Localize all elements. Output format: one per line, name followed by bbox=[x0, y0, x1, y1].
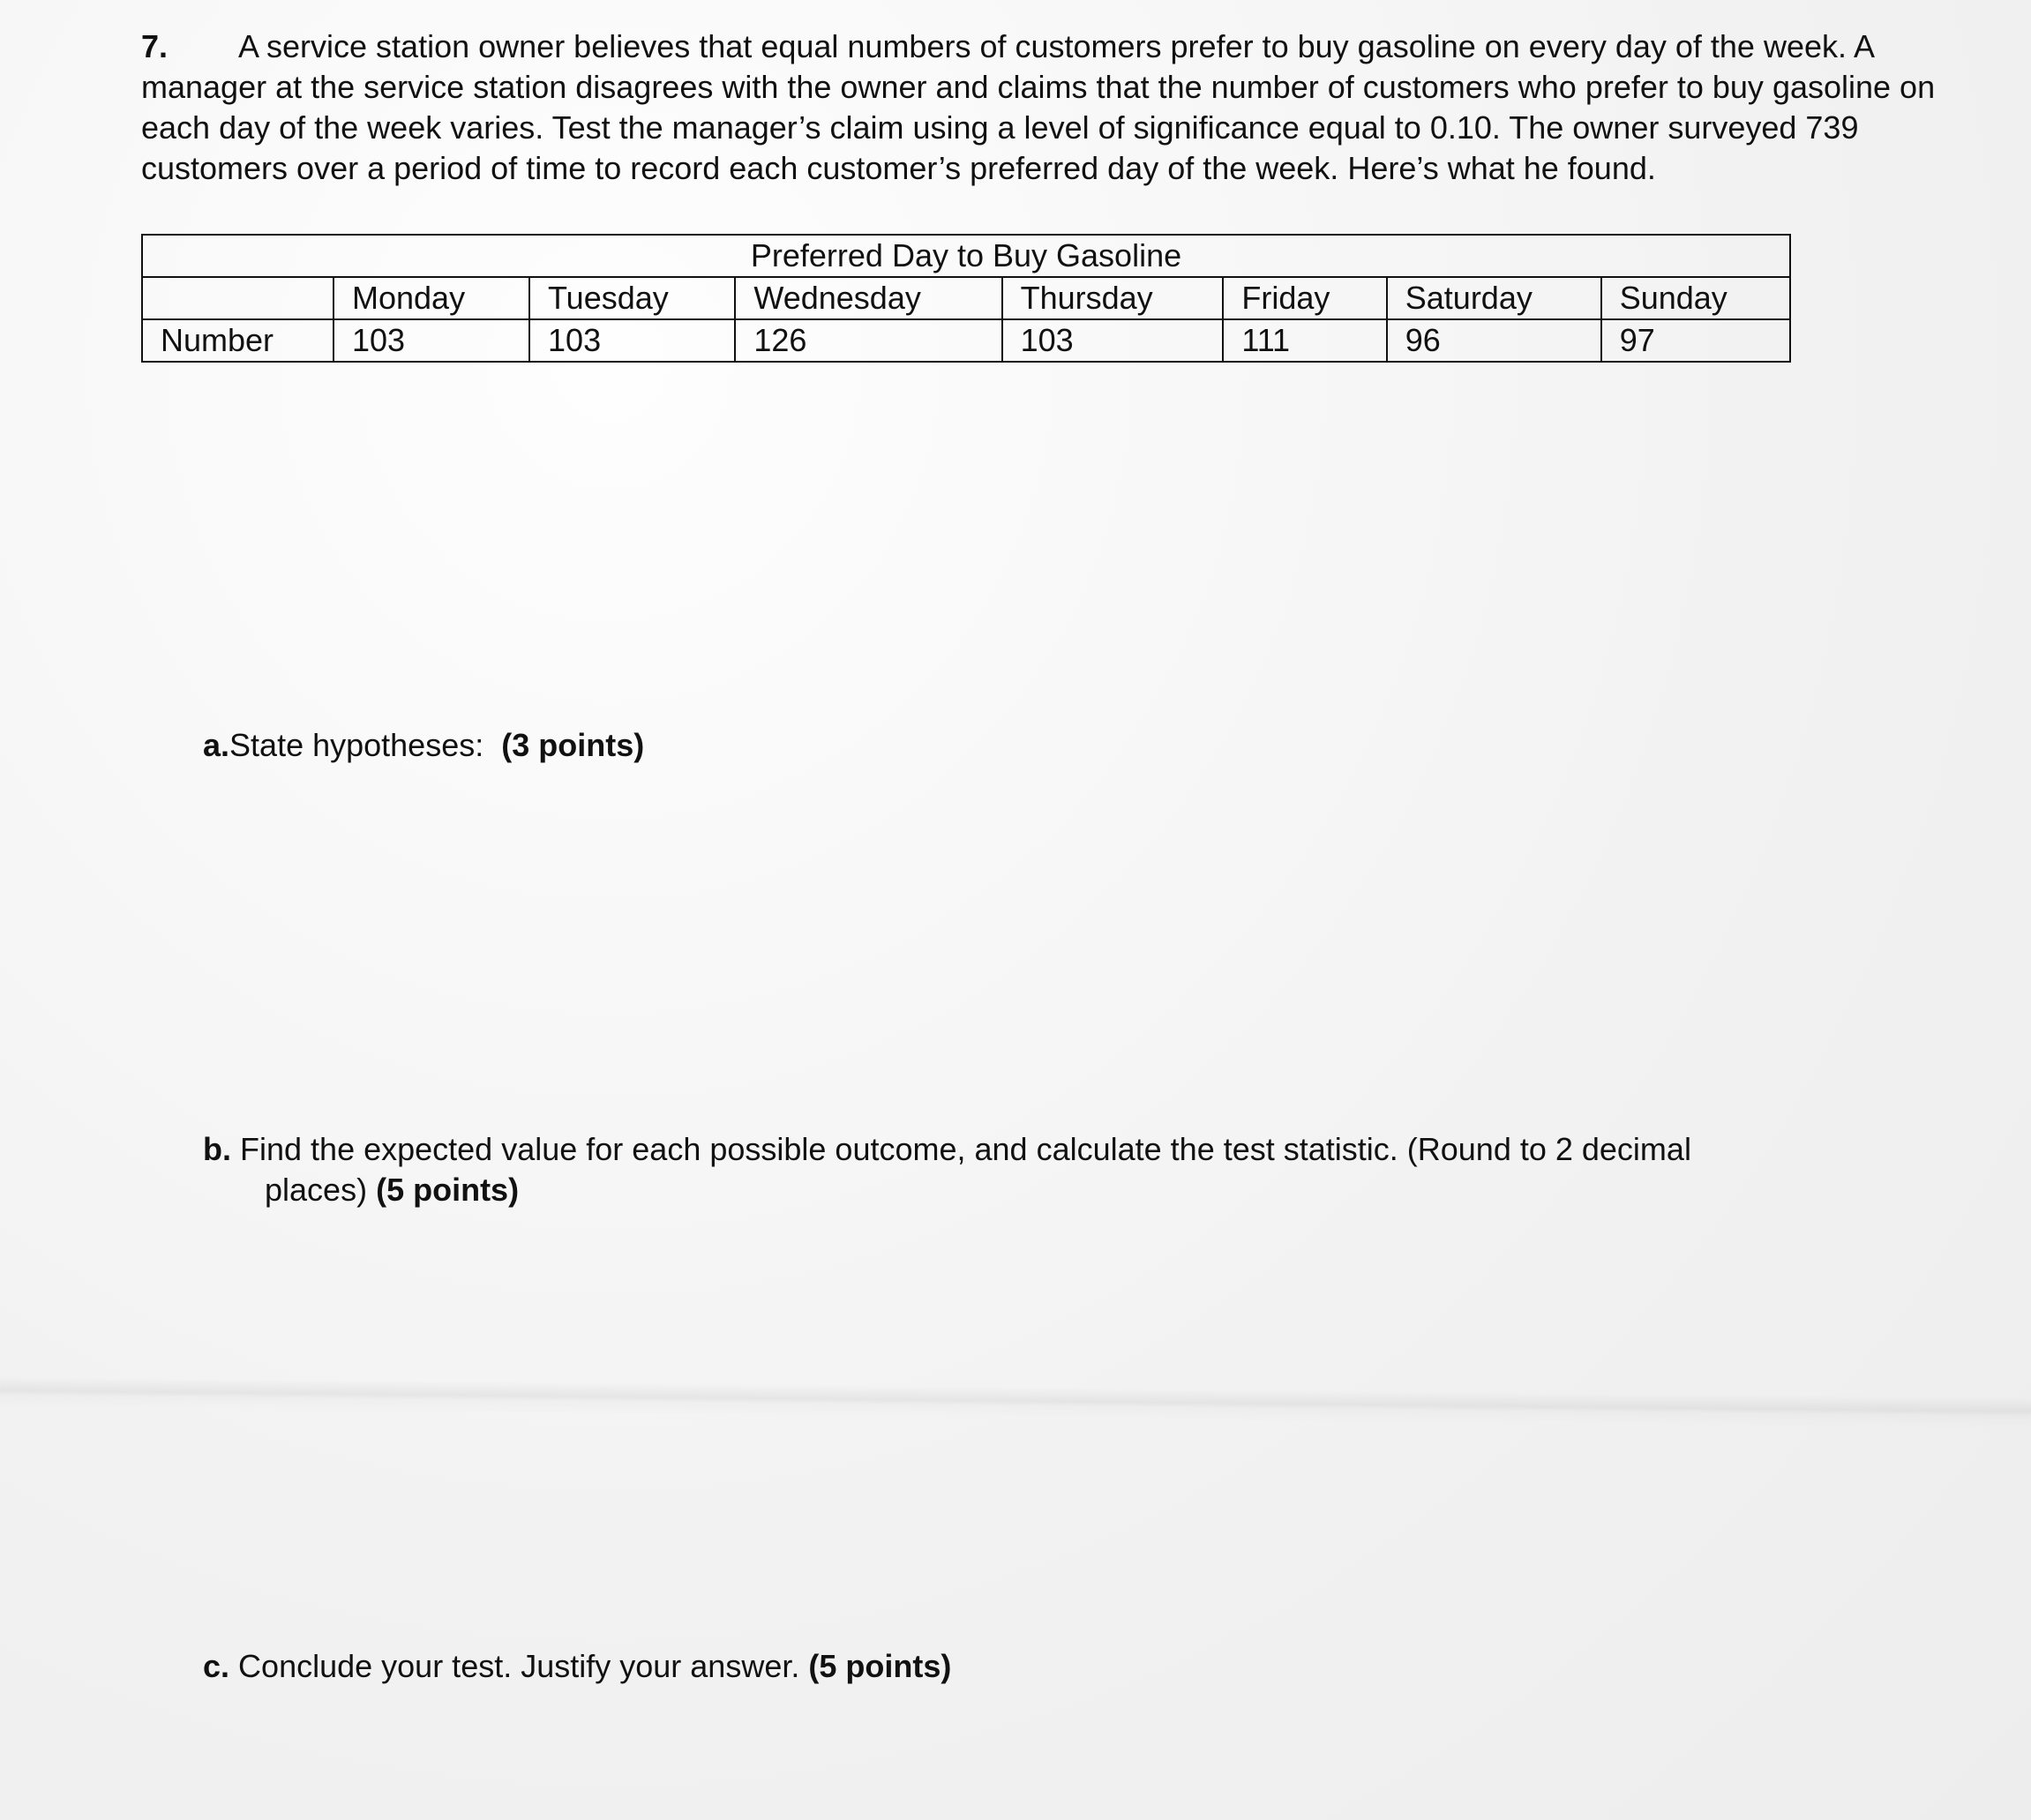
table-corner-cell bbox=[142, 277, 334, 319]
table-row-number bbox=[142, 319, 1790, 362]
header-sunday: Sunday bbox=[1601, 277, 1790, 319]
gasoline-day-table bbox=[141, 234, 1791, 363]
part-c-label: c. bbox=[203, 1648, 230, 1684]
header-friday: Friday bbox=[1223, 277, 1386, 319]
row-label: Number bbox=[142, 319, 334, 362]
part-c bbox=[203, 1646, 951, 1687]
part-a-points: (3 points) bbox=[501, 727, 645, 763]
part-a-text: State hypotheses: bbox=[229, 727, 484, 763]
table-header-row bbox=[142, 277, 1790, 319]
count-saturday: 96 bbox=[1387, 319, 1601, 362]
header-thursday: Thursday bbox=[1002, 277, 1224, 319]
part-b-points: (5 points) bbox=[376, 1172, 520, 1208]
part-b bbox=[203, 1129, 1923, 1210]
count-monday: 103 bbox=[334, 319, 529, 362]
header-saturday: Saturday bbox=[1387, 277, 1601, 319]
question-7 bbox=[141, 26, 1941, 189]
header-tuesday: Tuesday bbox=[529, 277, 735, 319]
question-text: A service station owner believes that equal numbers of customers prefer to buy gasoline on every day of the week. A manager at the service station disagrees with the owner and claims that the number of customers who prefer to buy gasoline on each day of the week varies. Test the manager’s claim using a level of significance equal to 0.10. The owner surveyed 739 customers over a period of time to record each customer’s preferred day of the week. Here’s what he found. bbox=[141, 28, 1936, 186]
part-a bbox=[203, 725, 644, 766]
count-tuesday: 103 bbox=[529, 319, 735, 362]
part-b-line2 bbox=[203, 1170, 1923, 1210]
count-wednesday: 126 bbox=[735, 319, 1001, 362]
part-b-text-line2: places) bbox=[265, 1172, 368, 1208]
part-c-points: (5 points) bbox=[808, 1648, 952, 1684]
part-c-text: Conclude your test. Justify your answer. bbox=[238, 1648, 800, 1684]
part-b-line1 bbox=[203, 1129, 1923, 1170]
part-b-label: b. bbox=[203, 1131, 231, 1167]
table-caption-row bbox=[142, 235, 1790, 277]
part-a-label: a. bbox=[203, 727, 230, 763]
table-caption: Preferred Day to Buy Gasoline bbox=[142, 235, 1790, 277]
header-monday: Monday bbox=[334, 277, 529, 319]
part-b-text-line1: Find the expected value for each possible outcome, and calculate the test statistic. (Round to 2 decimal bbox=[240, 1131, 1691, 1167]
header-wednesday: Wednesday bbox=[735, 277, 1001, 319]
count-thursday: 103 bbox=[1002, 319, 1224, 362]
question-number: 7. bbox=[141, 28, 169, 64]
count-sunday: 97 bbox=[1601, 319, 1790, 362]
count-friday: 111 bbox=[1223, 319, 1386, 362]
